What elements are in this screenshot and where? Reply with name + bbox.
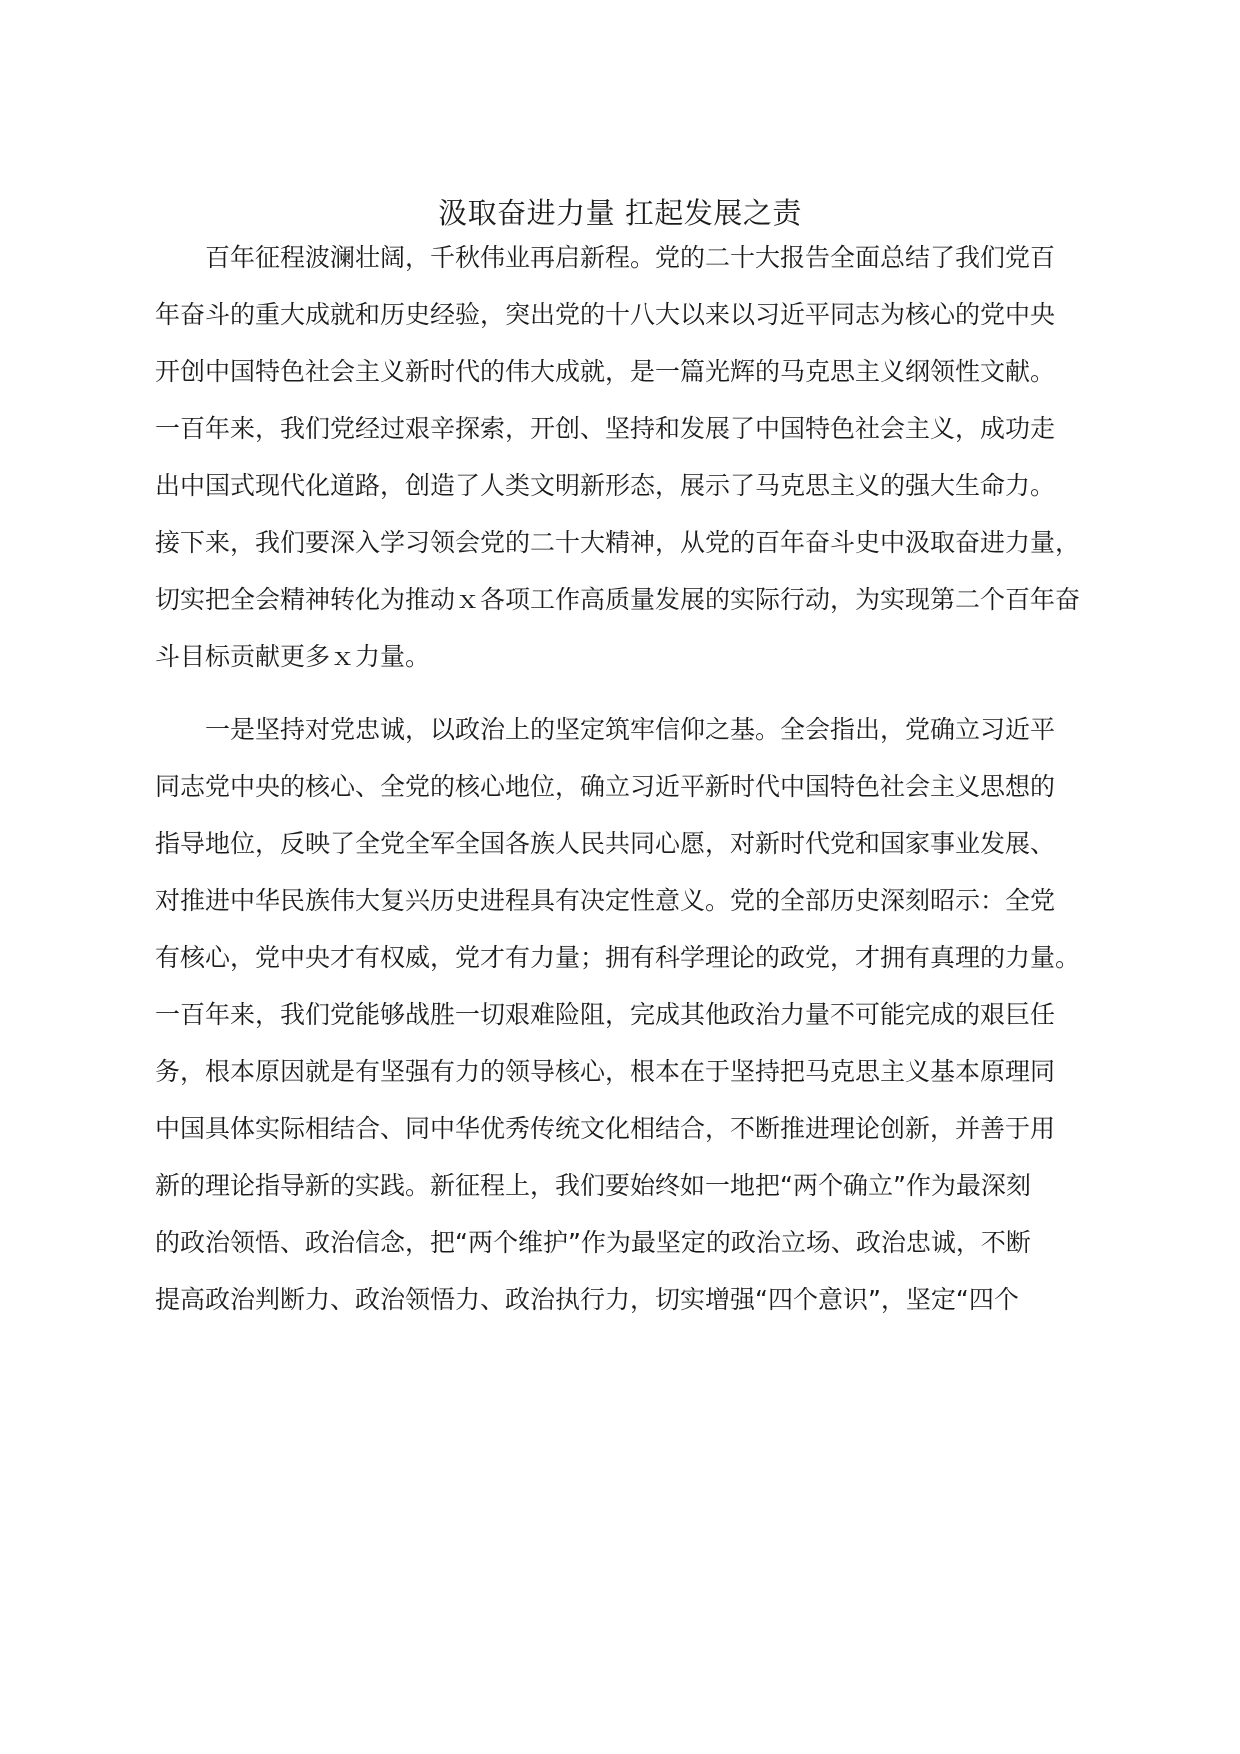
paragraph-2-line-8: 中国具体实际相结合、同中华优秀传统文化相结合，不断推进理论创新，并善于用 xyxy=(155,1114,1056,1143)
paragraph-1-line-6: 接下来，我们要深入学习领会党的二十大精神，从党的百年奋斗史中汲取奋进力量， xyxy=(155,528,1081,557)
document-title: 汲取奋进力量 扛起发展之责 xyxy=(438,196,802,230)
paragraph-2-line-1: 一是坚持对党忠诚，以政治上的坚定筑牢信仰之基。全会指出，党确立习近平 xyxy=(205,715,1056,744)
paragraph-2-line-2: 同志党中央的核心、全党的核心地位，确立习近平新时代中国特色社会主义思想的 xyxy=(155,772,1056,801)
paragraph-2-line-10: 的政治领悟、政治信念，把“两个维护”作为最坚定的政治立场、政治忠诚，不断 xyxy=(155,1228,1031,1257)
paragraph-1-line-8: 斗目标贡献更多ｘ力量。 xyxy=(155,642,431,671)
paragraph-1-line-1: 百年征程波澜壮阔，千秋伟业再启新程。党的二十大报告全面总结了我们党百 xyxy=(205,243,1056,272)
paragraph-1-line-4: 一百年来，我们党经过艰辛探索，开创、坚持和发展了中国特色社会主义，成功走 xyxy=(155,414,1056,443)
paragraph-2-line-7: 务，根本原因就是有坚强有力的领导核心，根本在于坚持把马克思主义基本原理同 xyxy=(155,1057,1056,1086)
paragraph-2-line-11: 提高政治判断力、政治领悟力、政治执行力，切实增强“四个意识”，坚定“四个 xyxy=(155,1285,1019,1314)
paragraph-2-line-9: 新的理论指导新的实践。新征程上，我们要始终如一地把“两个确立”作为最深刻 xyxy=(155,1171,1031,1200)
paragraph-1-line-7: 切实把全会精神转化为推动ｘ各项工作高质量发展的实际行动，为实现第二个百年奋 xyxy=(155,585,1081,614)
paragraph-1-line-2: 年奋斗的重大成就和历史经验，突出党的十八大以来以习近平同志为核心的党中央 xyxy=(155,300,1056,329)
paragraph-2-line-4: 对推进中华民族伟大复兴历史进程具有决定性意义。党的全部历史深刻昭示：全党 xyxy=(155,886,1056,915)
paragraph-2-line-3: 指导地位，反映了全党全军全国各族人民共同心愿，对新时代党和国家事业发展、 xyxy=(155,829,1056,858)
paragraph-2-line-5: 有核心，党中央才有权威，党才有力量；拥有科学理论的政党，才拥有真理的力量。 xyxy=(155,943,1081,972)
paragraph-1-line-5: 出中国式现代化道路，创造了人类文明新形态，展示了马克思主义的强大生命力。 xyxy=(155,471,1056,500)
paragraph-2-line-6: 一百年来，我们党能够战胜一切艰难险阻，完成其他政治力量不可能完成的艰巨任 xyxy=(155,1000,1056,1029)
paragraph-1-line-3: 开创中国特色社会主义新时代的伟大成就，是一篇光辉的马克思主义纲领性文献。 xyxy=(155,357,1056,386)
